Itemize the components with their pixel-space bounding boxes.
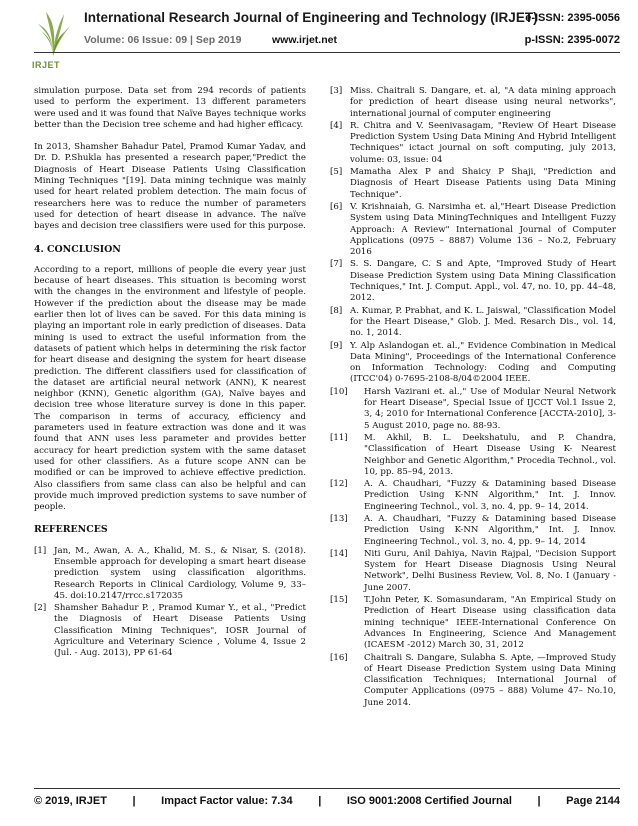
conclusion-paragraph: According to a report, millions of people die every year just because of heart diseases. This situation is becoming worst with the changes in the environment and lifestyle of people. However if the prediction about the disease may be made earlier then lot of lives can be saved. For this data mining is playing an important role in early prediction of diseases. Data mining is used to extract the useful information from the datasets of patient which helps in determining the risk factor for heart disease and designing the system for heart disease prediction. The different classifiers used for classification of the dataset are artificial neural network (ANN), K nearest neighbor (KNN), Genetic algorithm (GA), Naïve bayes and decision tree whose literature survey is done in this paper. The comparison in terms of accuracy, efficiency and parameters used in feature extraction was done and it was found that ANN uses less parameter and provides better accuracy for heart prediction system with the same dataset used for other classifiers. As a future scope ANN can be modified or can be improved to achieve effective prediction. Also classifiers from same class can also be helpful and can provide much improved prediction systems to save number of people.: [34, 264, 306, 513]
reference-number: [16]: [330, 652, 348, 663]
reference-number: [10]: [330, 386, 348, 397]
reference-item: [330, 259, 616, 304]
section-heading-conclusion: 4. CONCLUSION: [34, 243, 121, 255]
reference-number: [14]: [330, 548, 348, 559]
reference-number: [15]: [330, 595, 348, 606]
reference-item: [330, 202, 616, 258]
reference-item: [330, 167, 616, 201]
reference-text: Niti Guru, Anil Dahiya, Navin Rajpal, "Decision Support System for Heart Disease Diagnosis Using Neural Network", Delhi Business Review, Vol. 8, No. I (January - June 2007.: [364, 548, 616, 593]
reference-item: [330, 653, 616, 709]
reference-item: [330, 121, 616, 166]
reference-text: Chaitrali S. Dangare, Sulabha S. Apte, —Improved Study of Heart Disease Prediction System using Data Mining Classification Techniques; International Journal of Computer Applications (0975 – 888) Volume 47– No.10, June 2014.: [364, 652, 616, 708]
reference-text: Y. Alp Aslandogan et. al.," Evidence Combination in Medical Data Mining", Proceedings of the International Conference on Information Technology: Coding and Computing (ITCC'04) 0-7695-2108-8/04©2004 IEEE.: [350, 340, 616, 385]
reference-item: [330, 595, 616, 651]
paragraph: In 2013, Shamsher Bahadur Patel, Pramod Kumar Yadav, and Dr. D. P.Shukla has presented a research paper,"Predict the Diagnosis of Heart Disease Patients Using Classification Mining Techniques "[19]. Data mining technique was mainly used for heart related problem detection. The main focus of researchers here was to reduce the number of parameters used for detection of heart disease in advance. The naïve bayes and decision tree classifiers were used for this purpose.: [34, 142, 306, 232]
reference-text: A. A. Chaudhari, "Fuzzy & Datamining based Disease Prediction Using K-NN Algorithm," Int. J. Innov. Engineering Technol., vol. 3, no. 4, pp. 9– 14, 2014.: [364, 479, 616, 512]
footer-impact-factor: Impact Factor value: 7.34: [161, 795, 293, 807]
reference-text: Jan, M., Awan, A. A., Khalid, M. S., & Nisar, S. (2018). Ensemble approach for developing a smart heart disease prediction system using classification algorithms. Research Reports in Clinical Cardiology, Volume 9, 33–45. doi:10.2147/rrcc.s172035: [54, 545, 306, 601]
reference-item: [330, 433, 616, 478]
reference-number: [12]: [330, 479, 348, 490]
reference-text: Shamsher Bahadur P. , Pramod Kumar Y., et al., "Predict the Diagnosis of Heart Disease Patients Using Classification Mining Techniques", IOSR Journal of Agriculture and Veterinary Science , Volume 4, Issue 2 (Jul. - Aug. 2013), PP 61-64: [54, 603, 306, 659]
reference-text: A. Kumar, P. Prabhat, and K. L. Jaiswal, "Classification Model for the Heart Disease," Glob. J. Med. Resarch Dis., vol. 14, no. 1, 2014.: [350, 305, 616, 339]
p-issn: p-ISSN: 2395-0072: [524, 34, 620, 46]
reference-number: [9]: [330, 340, 343, 351]
website-link[interactable]: www.irjet.net: [272, 34, 337, 46]
reference-item: [330, 86, 616, 120]
header-divider: [34, 52, 620, 53]
reference-item: [330, 387, 616, 432]
right-column: [330, 86, 616, 710]
reference-text: S. S. Dangare, C. S and Apte, "Improved Study of Heart Disease Prediction System using Data Mining Classification Techniques," Int. J. Comput. Appl., vol. 47, no. 10, pp. 44–48, 2012.: [350, 259, 616, 304]
footer-iso: ISO 9001:2008 Certified Journal: [346, 795, 512, 807]
reference-text: Mamatha Alex P and Shaicy P Shaji, "Prediction and Diagnosis of Heart Disease Patients using Data Mining Technique".: [350, 167, 616, 200]
footer-separator: |: [537, 795, 541, 807]
reference-number: [1]: [34, 545, 47, 556]
reference-text: R. Chitra and V. Seenivasagam, "Review Of Heart Disease Prediction System Using Data Mining And Hybrid Intelligent Techniques" ictact journal on soft computing, july 2013, volume: 03, issue: 04: [350, 120, 616, 165]
reference-text: Harsh Vazirani et. al.," Use of Modular Neural Network for Heart Disease", Special Issue of IJCCT Vol.1 Issue 2, 3, 4; 2010 for International Conference [ACCTA-2010], 3-5 August 2010, page no. 88-93.: [364, 386, 616, 431]
reference-item: [330, 479, 616, 513]
reference-text: Miss. Chaitrali S. Dangare, et. al, "A data mining approach for prediction of heart disease using neural networks", international journal of computer engineering: [350, 86, 616, 119]
reference-item: [330, 306, 616, 340]
page-footer: [34, 788, 620, 807]
reference-number: [13]: [330, 513, 348, 524]
reference-number: [4]: [330, 120, 343, 131]
reference-number: [6]: [330, 201, 343, 212]
volume-info: Volume: 06 Issue: 09 | Sep 2019: [84, 34, 242, 46]
reference-item: [330, 549, 616, 594]
reference-number: [3]: [330, 86, 343, 96]
reference-item: [330, 514, 616, 548]
reference-text: V. Krishnaiah, G. Narsimha et. al,"Heart Disease Prediction System using Data MiningTechniques and Intelligent Fuzzy Approach: A Review" International Journal of Computer Applications (0975 – 8887) Volume 136 – No.2, February 2016: [350, 201, 616, 258]
reference-number: [2]: [34, 603, 47, 614]
reference-number: [11]: [330, 432, 348, 443]
footer-separator: |: [318, 795, 322, 807]
reference-number: [8]: [330, 305, 343, 316]
section-heading-references: REFERENCES: [34, 524, 108, 536]
reference-text: A. A. Chaudhari, "Fuzzy & Datamining based Disease Prediction Using K-NN Algorithm," Int. J. Innov. Engineering Technol., vol. 3, no. 4, pp. 9– 14, 2014: [364, 513, 616, 547]
e-issn: e-ISSN: 2395-0056: [525, 12, 620, 24]
footer-page-number: Page 2144: [566, 795, 620, 807]
reference-text: M. Akhil, B. L. Deekshatulu, and P. Chandra, "Classification of Heart Disease Using K- Nearest Neighbor and Genetic Algorithm," Procedia Technol., vol. 10, pp. 85–94, 2013.: [364, 432, 616, 477]
reference-item: [34, 603, 306, 659]
reference-item: [34, 546, 306, 602]
left-column: [34, 86, 306, 661]
journal-title: International Research Journal of Engineering and Technology (IRJET): [84, 10, 538, 25]
page-header: [0, 0, 638, 78]
reference-number: [7]: [330, 259, 343, 270]
logo-text: IRJET: [32, 60, 61, 70]
paragraph: simulation purpose. Data set from 294 records of patients used to perform the experiment. 13 different parameters were used and it was found that Naïve Bayes technique works better than the Decision tree scheme and had higher efficacy.: [34, 86, 306, 130]
reference-text: T.John Peter, K. Somasundaram, "An Empirical Study on Prediction of Heart Disease using classification data mining technique" IEEE-International Conference On Advances In Engineering, Science And Management (ICAESM -2012) March 30, 31, 2012: [364, 595, 616, 651]
reference-item: [330, 341, 616, 386]
reference-number: [5]: [330, 167, 343, 178]
footer-copyright: © 2019, IRJET: [34, 795, 107, 807]
footer-separator: |: [132, 795, 136, 807]
